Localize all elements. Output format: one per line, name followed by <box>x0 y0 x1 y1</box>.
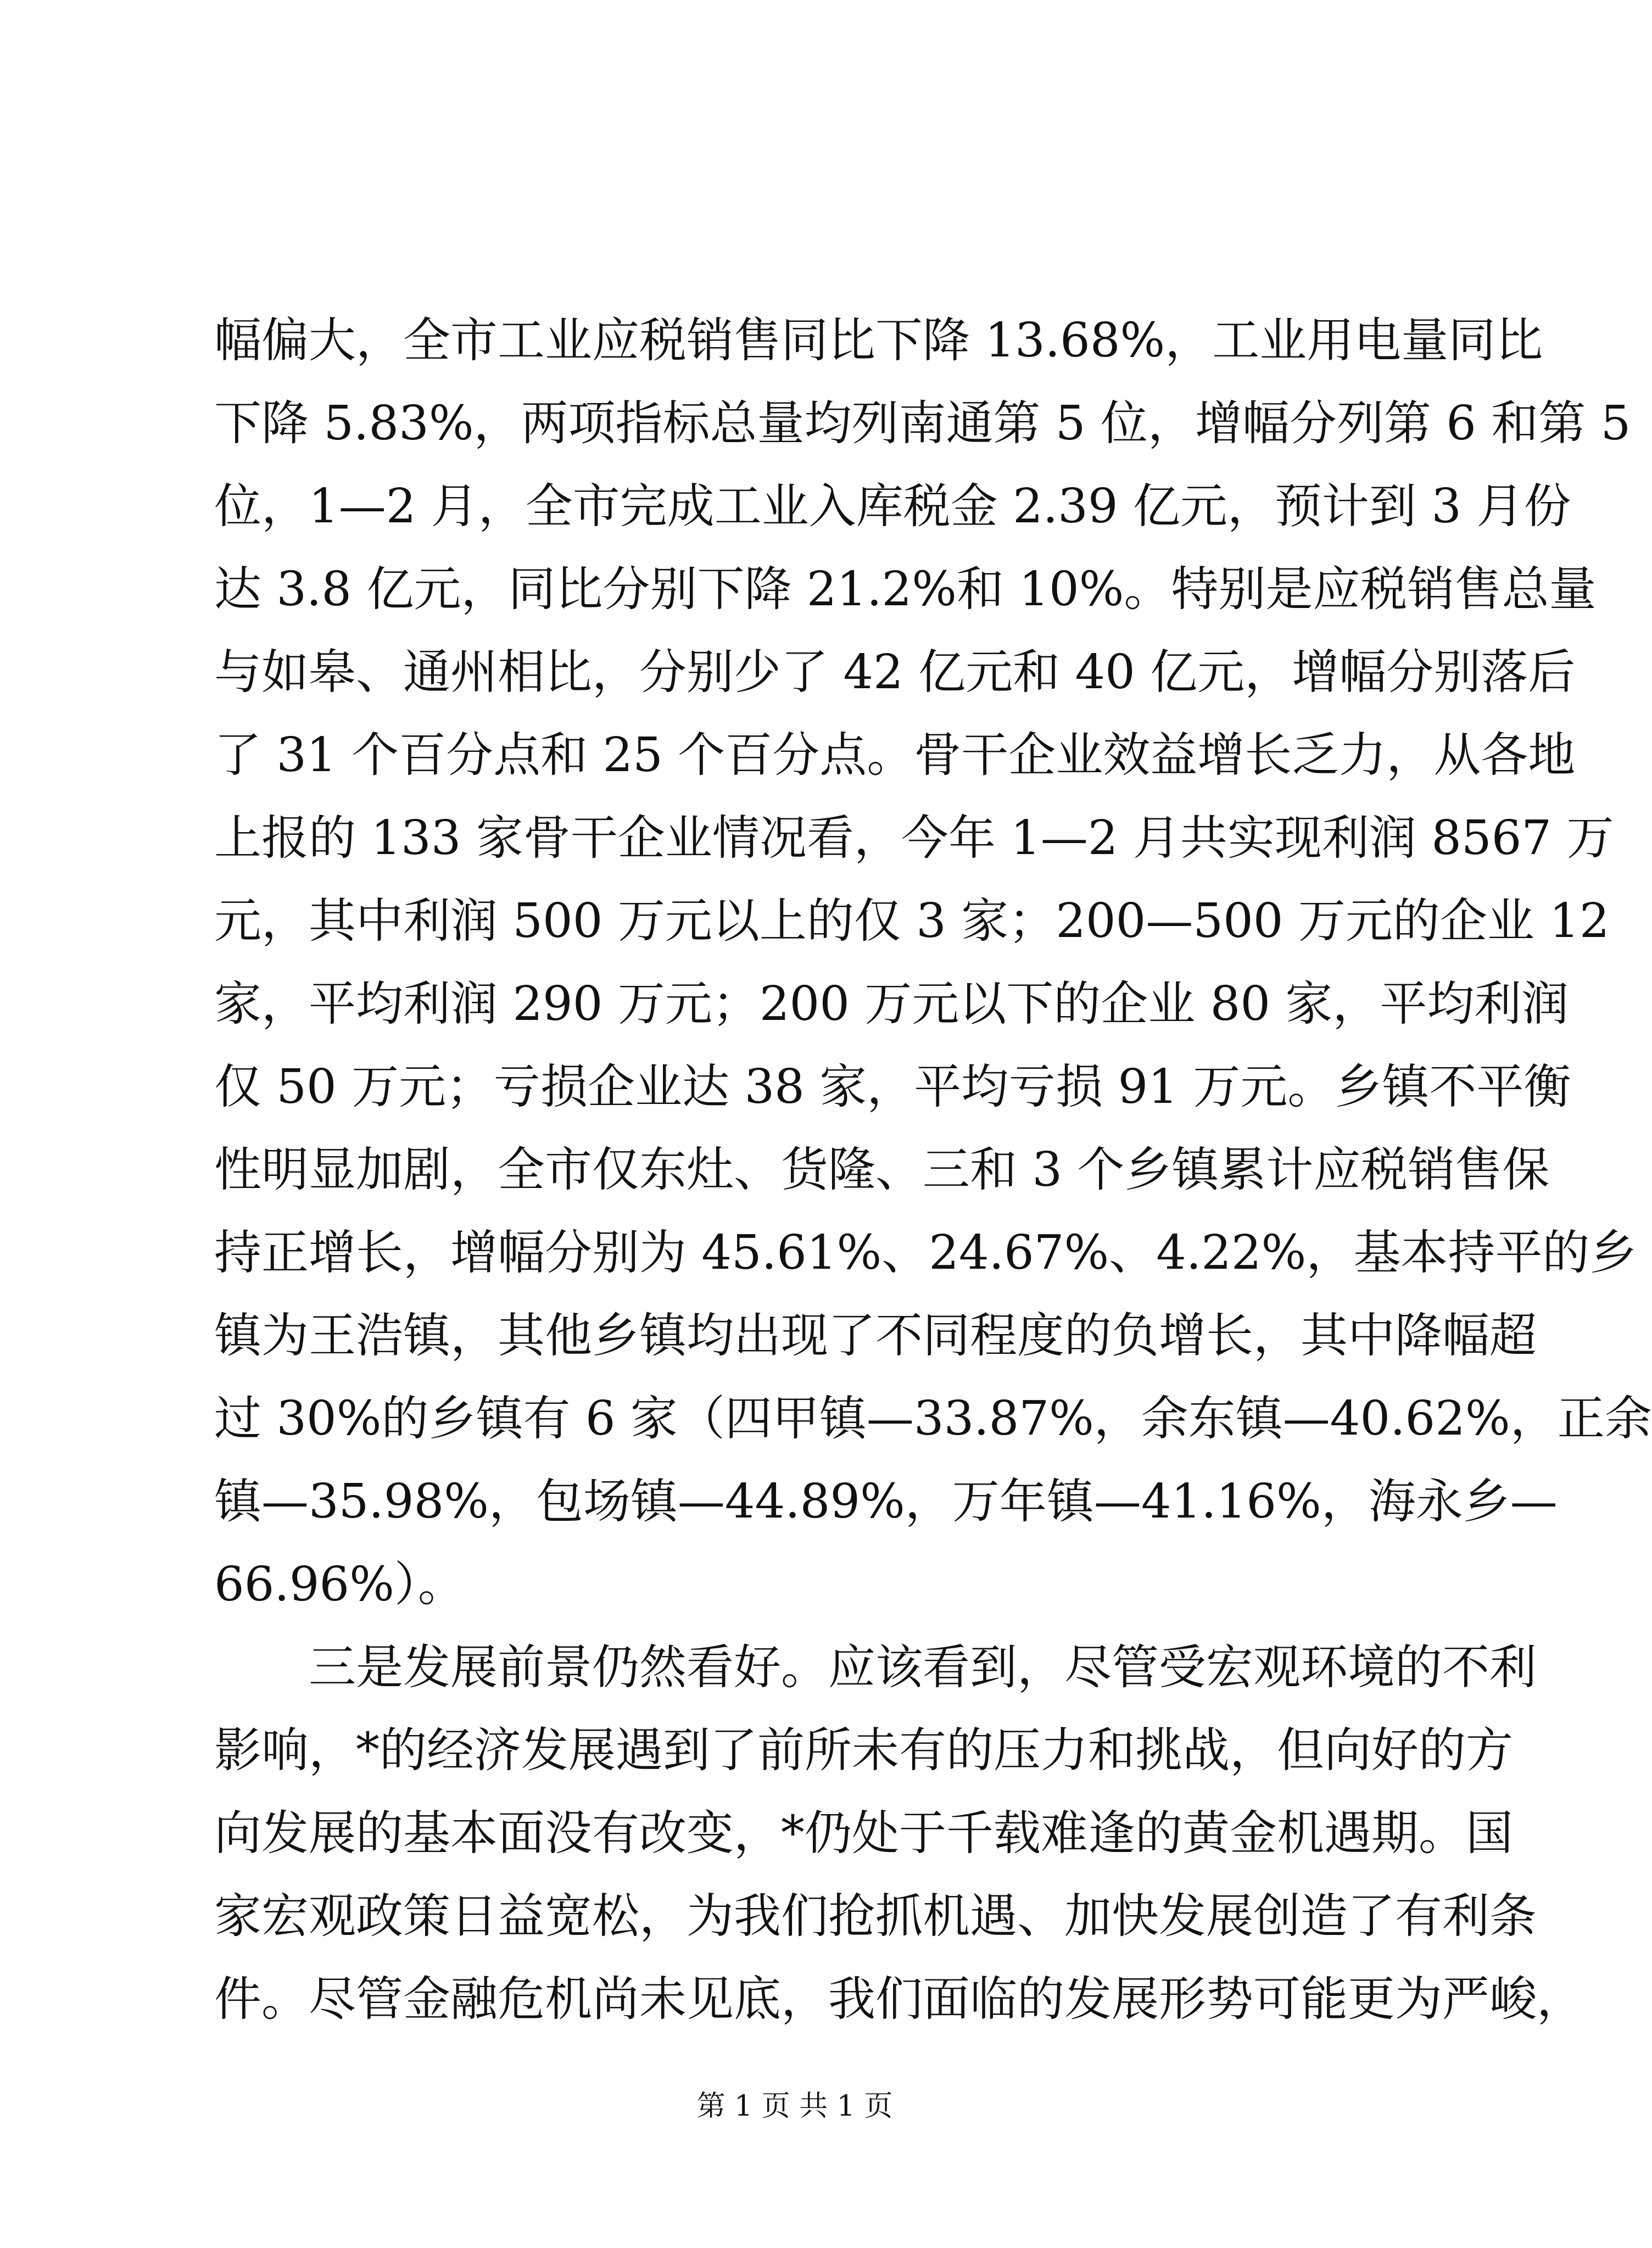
text-line: 持正增长，增幅分别为 45.61%、24.67%、4.22%，基本持平的乡 <box>214 1225 1637 1280</box>
text-line: 了 31 个百分点和 25 个百分点。骨干企业效益增长乏力，从各地 <box>214 728 1576 783</box>
text-line: 家，平均利润 290 万元；200 万元以下的企业 80 家，平均利润 <box>214 977 1569 1031</box>
text-line: 镇—35.98%，包场镇—44.89%，万年镇—41.16%，海永乡— <box>214 1474 1558 1529</box>
text-line: 仅 50 万元；亏损企业达 38 家，平均亏损 91 万元。乡镇不平衡 <box>214 1059 1571 1114</box>
body-text <box>214 299 1652 2041</box>
text-line: 位，1—2 月，全市完成工业入库税金 2.39 亿元，预计到 3 月份 <box>214 479 1571 534</box>
text-line: 达 3.8 亿元，同比分别下降 21.2%和 10%。特别是应税销售总量 <box>214 562 1597 617</box>
text-line: 影响，*的经济发展遇到了前所未有的压力和挑战，但向好的方 <box>214 1723 1513 1778</box>
text-line: 性明显加剧，全市仅东灶、货隆、三和 3 个乡镇累计应税销售保 <box>214 1142 1550 1197</box>
text-line: 上报的 133 家骨干企业情况看，今年 1—2 月共实现利润 8567 万 <box>214 811 1614 866</box>
text-line: 镇为王浩镇，其他乡镇均出现了不同程度的负增长，其中降幅超 <box>214 1308 1537 1363</box>
text-line: 向发展的基本面没有改变，*仍处于千载难逢的黄金机遇期。国 <box>214 1806 1513 1861</box>
text-line: 66.96%）。 <box>214 1557 465 1612</box>
text-line: 家宏观政策日益宽松，为我们抢抓机遇、加快发展创造了有利条 <box>214 1889 1537 1944</box>
page-footer: 第 1 页 共 1 页 <box>696 2090 893 2123</box>
text-line: 幅偏大，全市工业应税销售同比下降 13.68%，工业用电量同比 <box>214 313 1543 368</box>
text-line: 件。尽管金融危机尚未见底，我们面临的发展形势可能更为严峻， <box>214 1972 1584 2027</box>
text-line: 与如皋、通州相比，分别少了 42 亿元和 40 亿元，增幅分别落后 <box>214 645 1576 700</box>
text-line: 元，其中利润 500 万元以上的仅 3 家；200—500 万元的企业 12 <box>214 894 1610 949</box>
text-line: 下降 5.83%，两项指标总量均列南通第 5 位，增幅分列第 6 和第 5 <box>214 396 1631 451</box>
paragraph <box>214 299 1652 1626</box>
text-line: 过 30%的乡镇有 6 家（四甲镇—33.87%，余东镇—40.62%，正余 <box>214 1391 1652 1446</box>
text-line: 三是发展前景仍然看好。应该看到，尽管受宏观环境的不利 <box>309 1640 1537 1695</box>
paragraph <box>214 1626 1584 2041</box>
